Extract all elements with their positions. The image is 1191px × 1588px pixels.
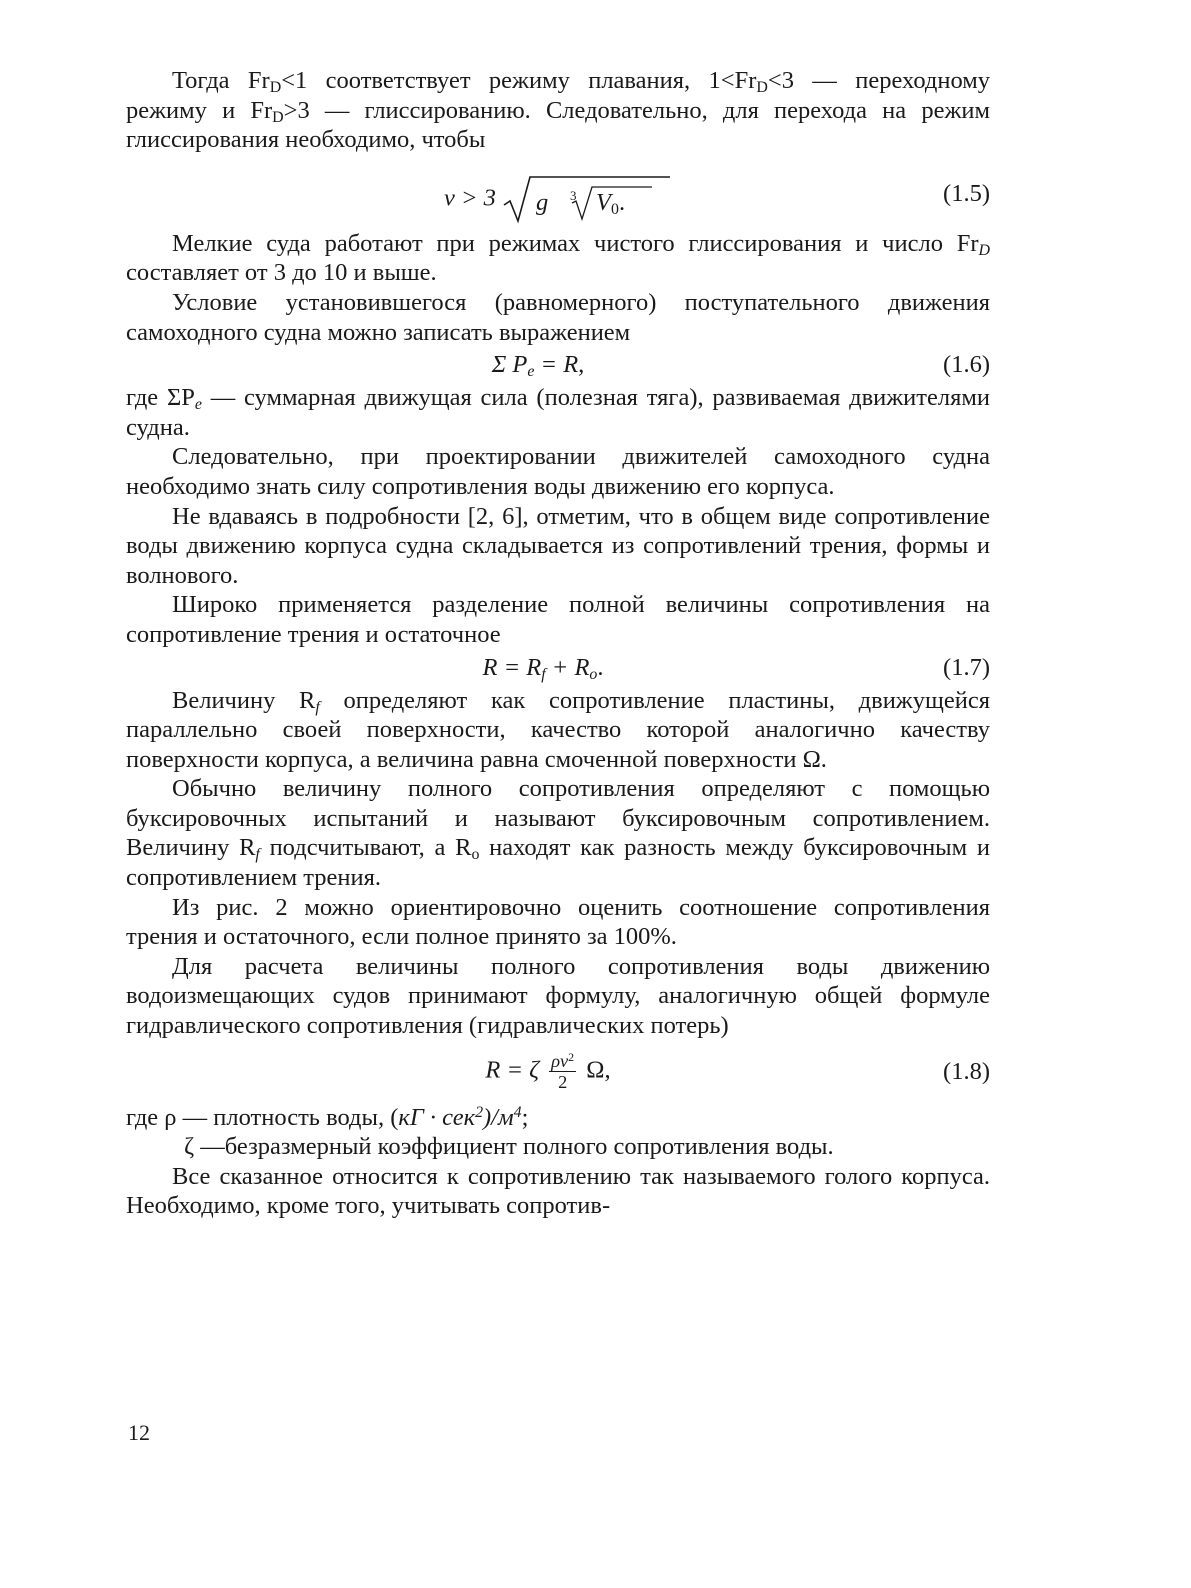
paragraph-4: где $\Sigma P_e$ — суммарная движущая сила (полезная тяга), развиваемая движителями судна.: [126, 384, 990, 441]
paragraph-12: Все сказанное относится к сопротивлению так называемого голого корпуса. Необходимо, кроме того, учитывать сопротив-: [126, 1162, 990, 1220]
paragraph-6: Не вдаваясь в подробности [2, 6], отметим, что в общем виде сопротивление воды движению корпуса судна складывается из сопротивлений трения, формы и волнового.: [126, 502, 990, 589]
paragraph-1: Тогда $Fr_D<1$ соответствует режиму плавания, $1<Fr_D<3$ — переходному режиму и $Fr_D>3$ — глиссированию. Следовательно, для перехода на режим глиссирования необходимо, чтобы: [126, 67, 990, 154]
equation-number: (1.5): [943, 179, 990, 207]
equation-number: (1.8): [943, 1057, 990, 1085]
equation-number: (1.6): [943, 351, 990, 379]
page-number: 12: [128, 1420, 150, 1445]
page-text: [126, 66, 990, 1221]
formula-1-8: R = ζ $\frac{\rho v^2}{2}$ Ω, (1.8): [485, 1049, 990, 1092]
paragraph-3: Условие установившегося (равномерного) поступательного движения самоходного судна можно записать выражением: [126, 288, 990, 346]
sqrt-outer: g 3 $V_0$.: [502, 175, 672, 225]
definition-rho: где ρ — плотность воды, $(кГ \cdot сек^2)/м^4$;: [126, 1103, 529, 1131]
paragraph-8: Величину $R_f$ определяют как сопротивление пластины, движущейся параллельно своей поверхности, качество которой аналогично качеству поверхности корпуса, а величина равна смоченной поверхности Ω.: [126, 686, 990, 773]
formula-1-5: v > 3 g 3 $V_0$. (1.5): [126, 165, 990, 223]
paragraph-11: Для расчета величины полного сопротивления воды движению водоизмещающих судов принимают формулу, аналогичную общей формуле гидравлического сопротивления (гидравлических потерь): [126, 952, 990, 1040]
formula-1-7: $R = R_f + R_о$. (1.7): [482, 653, 990, 683]
paragraph-5: Следовательно, при проектировании движителей самоходного судна необходимо знать силу сопротивления воды движению его корпуса.: [126, 443, 990, 500]
paragraph-2: Мелкие суда работают при режимах чистого глиссирования и число $Fr_D$ составляет от 3 до 10 и выше.: [126, 229, 990, 287]
definition-zeta: ζ — безразмерный коэффициент полного сопротивления воды.: [184, 1133, 834, 1161]
equation-number: (1.7): [943, 653, 990, 681]
definitions-list: [126, 1103, 990, 1162]
fraction: $\frac{\rho v^2}{2}$: [551, 1049, 575, 1092]
paragraph-7: Широко применяется разделение полной величины сопротивления на сопротивление трения и остаточное: [126, 591, 990, 648]
paragraph-10: Из рис. 2 можно ориентировочно оценить соотношение сопротивления трения и остаточного, если полное принято за 100%.: [126, 893, 990, 951]
paragraph-9: Обычно величину полного сопротивления определяют с помощью буксировочных испытаний и называют буксировочным сопротивлением. Величину $R_f$ подсчитывают, а $R_о$ находят как разность между буксировочным и сопротивлением трения.: [126, 775, 990, 892]
formula-1-6: Σ $P_e = R$, (1.6): [491, 351, 990, 381]
